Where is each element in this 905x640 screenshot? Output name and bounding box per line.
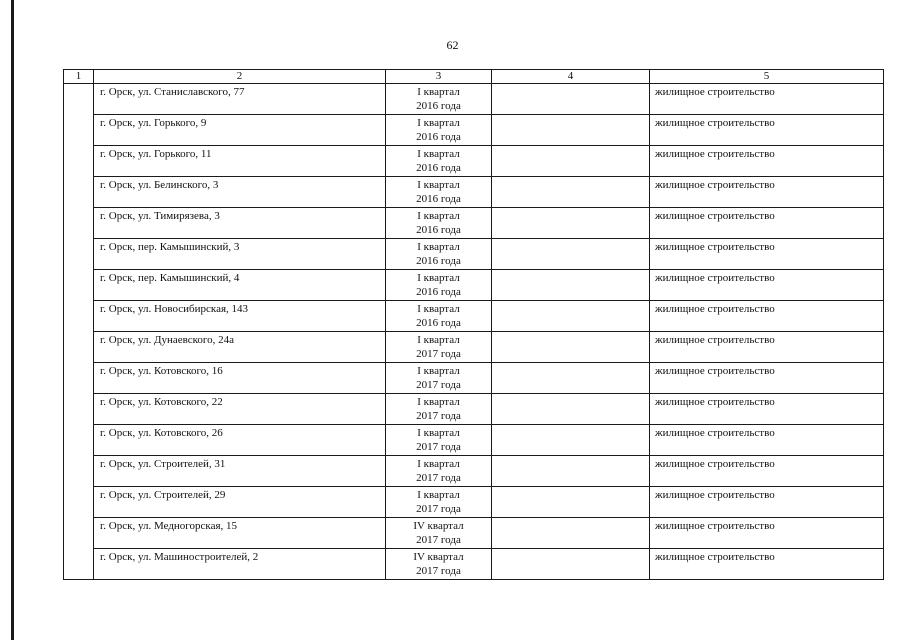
term-quarter: I квартал xyxy=(417,117,460,129)
term-quarter: I квартал xyxy=(417,179,460,191)
term-year: 2016 года xyxy=(416,162,461,174)
column-4-cell xyxy=(492,301,650,332)
column-4-cell xyxy=(492,549,650,580)
term-cell xyxy=(386,208,492,239)
term-year: 2016 года xyxy=(416,255,461,267)
purpose-cell: жилищное строительство xyxy=(650,394,884,425)
term-year: 2016 года xyxy=(416,193,461,205)
table-header-row xyxy=(64,70,884,84)
column-header-1: 1 xyxy=(64,70,94,84)
purpose-cell: жилищное строительство xyxy=(650,332,884,363)
term-year: 2016 года xyxy=(416,317,461,329)
term-cell xyxy=(386,301,492,332)
address-cell: г. Орск, пер. Камышинский, 3 xyxy=(94,239,386,270)
address-cell: г. Орск, ул. Горького, 11 xyxy=(94,146,386,177)
column-header-5: 5 xyxy=(650,70,884,84)
term-quarter: I квартал xyxy=(417,241,460,253)
column-4-cell xyxy=(492,115,650,146)
table-row xyxy=(64,239,884,270)
column-header-3: 3 xyxy=(386,70,492,84)
purpose-cell: жилищное строительство xyxy=(650,518,884,549)
term-cell xyxy=(386,363,492,394)
column-4-cell xyxy=(492,487,650,518)
term-cell xyxy=(386,518,492,549)
term-year: 2017 года xyxy=(416,472,461,484)
term-cell xyxy=(386,549,492,580)
address-cell: г. Орск, ул. Тимирязева, 3 xyxy=(94,208,386,239)
term-quarter: I квартал xyxy=(417,303,460,315)
address-cell: г. Орск, ул. Медногорская, 15 xyxy=(94,518,386,549)
term-cell xyxy=(386,332,492,363)
column-4-cell xyxy=(492,332,650,363)
term-year: 2017 года xyxy=(416,565,461,577)
table-body xyxy=(64,84,884,580)
column-4-cell xyxy=(492,363,650,394)
term-quarter: I квартал xyxy=(417,396,460,408)
table-row xyxy=(64,487,884,518)
term-quarter: I квартал xyxy=(417,334,460,346)
column-4-cell xyxy=(492,456,650,487)
term-quarter: I квартал xyxy=(417,489,460,501)
term-quarter: I квартал xyxy=(417,86,460,98)
purpose-cell: жилищное строительство xyxy=(650,239,884,270)
term-quarter: I квартал xyxy=(417,210,460,222)
address-cell: г. Орск, ул. Новосибирская, 143 xyxy=(94,301,386,332)
address-cell: г. Орск, ул. Котовского, 26 xyxy=(94,425,386,456)
table-row xyxy=(64,363,884,394)
scan-edge-line xyxy=(11,0,14,640)
column-4-cell xyxy=(492,394,650,425)
address-cell: г. Орск, ул. Котовского, 22 xyxy=(94,394,386,425)
term-year: 2016 года xyxy=(416,286,461,298)
address-cell: г. Орск, ул. Машиностроителей, 2 xyxy=(94,549,386,580)
purpose-cell: жилищное строительство xyxy=(650,146,884,177)
table-row xyxy=(64,394,884,425)
term-year: 2017 года xyxy=(416,379,461,391)
land-plots-table xyxy=(63,69,884,580)
page-number: 62 xyxy=(446,38,459,52)
term-year: 2017 года xyxy=(416,441,461,453)
term-cell xyxy=(386,84,492,115)
purpose-cell: жилищное строительство xyxy=(650,363,884,394)
term-year: 2016 года xyxy=(416,100,461,112)
table-row xyxy=(64,146,884,177)
purpose-cell: жилищное строительство xyxy=(650,270,884,301)
term-cell xyxy=(386,115,492,146)
table-row xyxy=(64,177,884,208)
column-header-2: 2 xyxy=(94,70,386,84)
purpose-cell: жилищное строительство xyxy=(650,487,884,518)
purpose-cell: жилищное строительство xyxy=(650,115,884,146)
address-cell: г. Орск, пер. Камышинский, 4 xyxy=(94,270,386,301)
term-quarter: I квартал xyxy=(417,458,460,470)
address-cell: г. Орск, ул. Белинского, 3 xyxy=(94,177,386,208)
term-quarter: I квартал xyxy=(417,148,460,160)
table-row xyxy=(64,518,884,549)
table-row xyxy=(64,84,884,115)
term-cell xyxy=(386,146,492,177)
term-cell xyxy=(386,394,492,425)
term-cell xyxy=(386,177,492,208)
address-cell: г. Орск, ул. Горького, 9 xyxy=(94,115,386,146)
term-cell xyxy=(386,487,492,518)
term-year: 2016 года xyxy=(416,224,461,236)
table-row xyxy=(64,425,884,456)
column-4-cell xyxy=(492,208,650,239)
table-row xyxy=(64,332,884,363)
column-header-4: 4 xyxy=(492,70,650,84)
column-4-cell xyxy=(492,177,650,208)
table-row xyxy=(64,115,884,146)
purpose-cell: жилищное строительство xyxy=(650,177,884,208)
term-quarter: I квартал xyxy=(417,272,460,284)
term-quarter: IV квартал xyxy=(413,520,464,532)
purpose-cell: жилищное строительство xyxy=(650,456,884,487)
term-year: 2016 года xyxy=(416,131,461,143)
table-row xyxy=(64,456,884,487)
term-cell xyxy=(386,270,492,301)
column-4-cell xyxy=(492,239,650,270)
term-cell xyxy=(386,239,492,270)
address-cell: г. Орск, ул. Строителей, 31 xyxy=(94,456,386,487)
purpose-cell: жилищное строительство xyxy=(650,301,884,332)
address-cell: г. Орск, ул. Котовского, 16 xyxy=(94,363,386,394)
purpose-cell: жилищное строительство xyxy=(650,208,884,239)
table-row xyxy=(64,549,884,580)
term-cell xyxy=(386,425,492,456)
term-year: 2017 года xyxy=(416,348,461,360)
term-year: 2017 года xyxy=(416,503,461,515)
merged-number-cell xyxy=(64,84,94,580)
column-4-cell xyxy=(492,518,650,549)
address-cell: г. Орск, ул. Станиславского, 77 xyxy=(94,84,386,115)
purpose-cell: жилищное строительство xyxy=(650,549,884,580)
term-cell xyxy=(386,456,492,487)
column-4-cell xyxy=(492,270,650,301)
table-row xyxy=(64,301,884,332)
purpose-cell: жилищное строительство xyxy=(650,84,884,115)
term-year: 2017 года xyxy=(416,534,461,546)
term-quarter: I квартал xyxy=(417,427,460,439)
table-row xyxy=(64,208,884,239)
term-year: 2017 года xyxy=(416,410,461,422)
column-4-cell xyxy=(492,425,650,456)
table-row xyxy=(64,270,884,301)
term-quarter: IV квартал xyxy=(413,551,464,563)
address-cell: г. Орск, ул. Строителей, 29 xyxy=(94,487,386,518)
column-4-cell xyxy=(492,84,650,115)
address-cell: г. Орск, ул. Дунаевского, 24а xyxy=(94,332,386,363)
column-4-cell xyxy=(492,146,650,177)
term-quarter: I квартал xyxy=(417,365,460,377)
purpose-cell: жилищное строительство xyxy=(650,425,884,456)
